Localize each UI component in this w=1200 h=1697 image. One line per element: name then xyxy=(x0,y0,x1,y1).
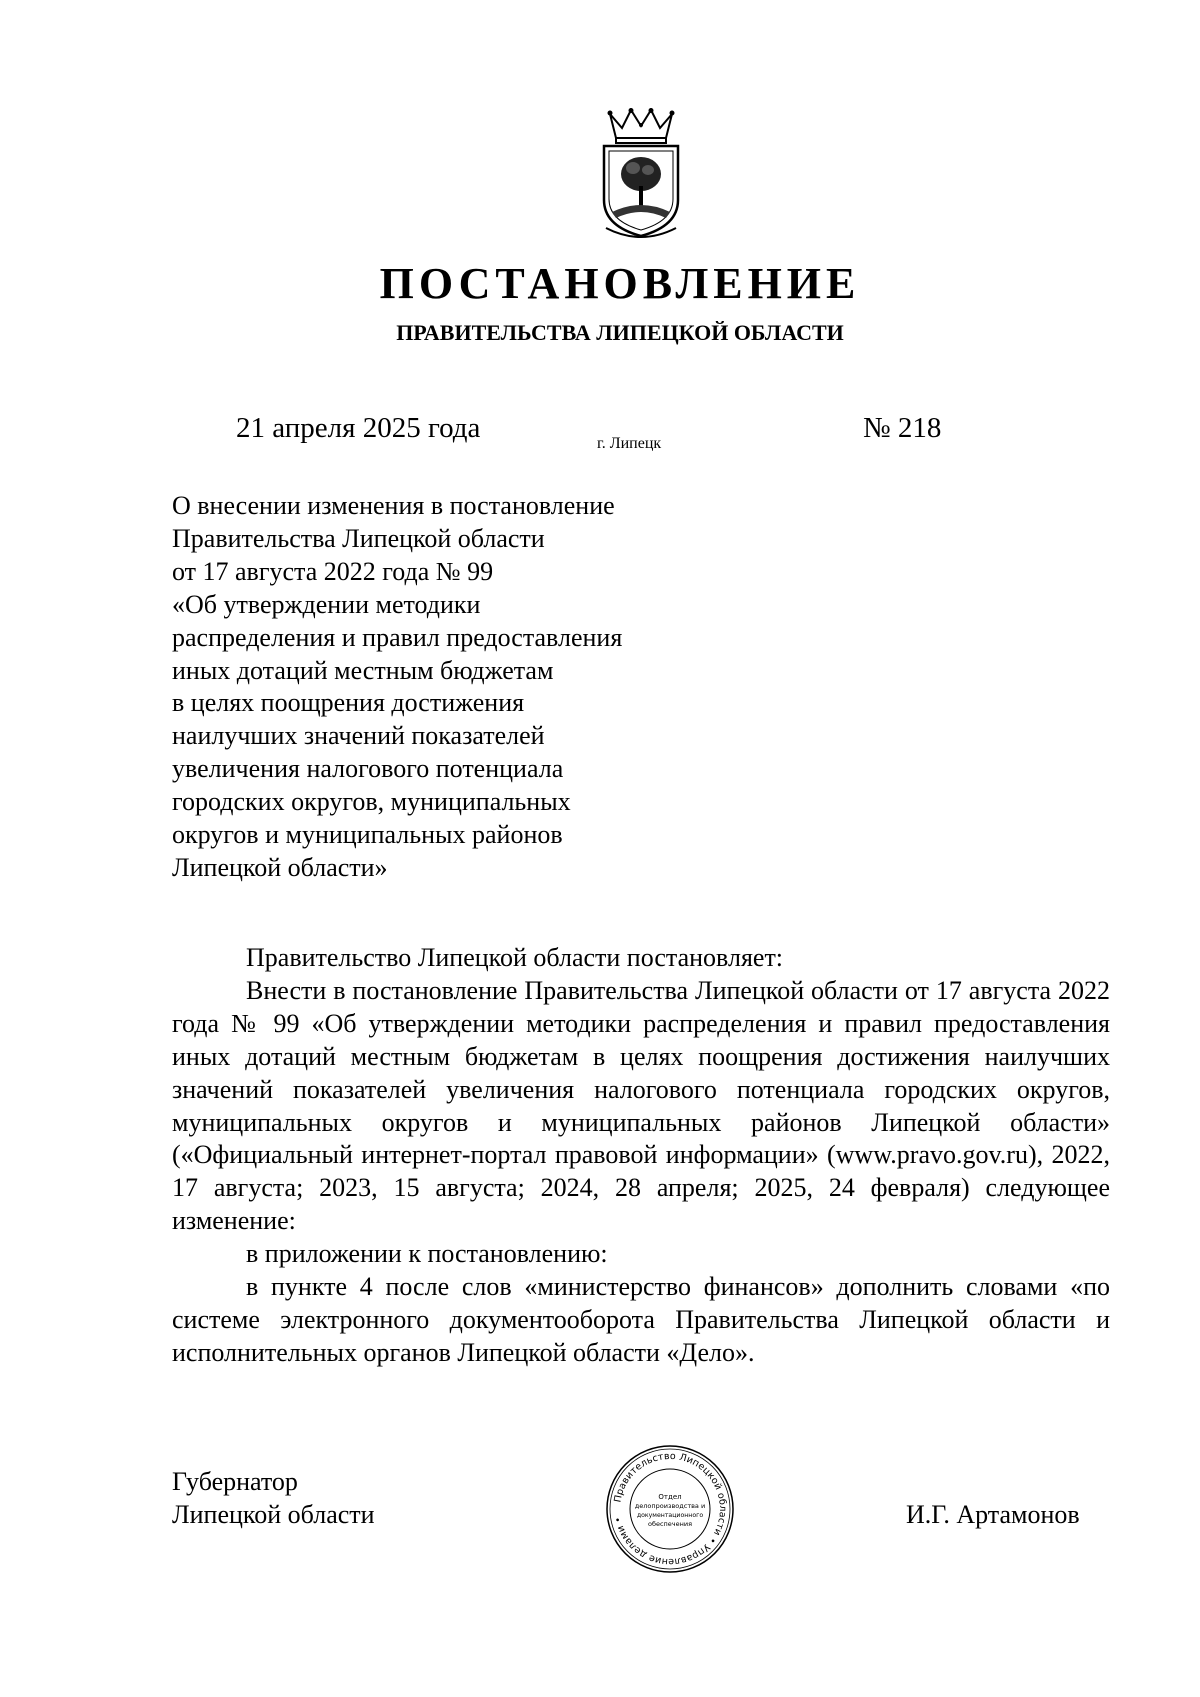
svg-text:документационного: документационного xyxy=(636,1512,704,1519)
document-number: № 218 xyxy=(863,412,942,444)
document-body xyxy=(172,942,1110,1370)
svg-text:делопроизводства и: делопроизводства и xyxy=(634,1502,706,1510)
svg-text:Правительство Липецкой области: Правительство Липецкой области • Управление делами • xyxy=(612,1450,729,1568)
official-stamp xyxy=(604,1443,736,1575)
signatory-name: И.Г. Артамонов xyxy=(906,1500,1080,1529)
document-type-title: ПОСТАНОВЛЕНИЕ xyxy=(379,259,861,308)
svg-text:Отдел: Отдел xyxy=(658,1493,682,1501)
document-city: г. Липецк xyxy=(597,435,662,452)
document-subject: О внесении изменения в постановление Правительства Липецкой области от 17 августа 2022 года № 99 «Об утверждении методики распределения и правил предоставления иных дотаций местным бюджетам в целях поощрения достижения наилучших значений показателей увеличения налогового потенциала городских округов, муниципальных округов и муниципальных районов Липецкой области» xyxy=(172,491,623,882)
svg-text:обеспечения: обеспечения xyxy=(647,1520,693,1528)
document-date: 21 апреля 2025 года xyxy=(236,412,481,444)
body-paragraph-4: в пункте 4 после слов «министерство финансов» дополнить словами «по системе электронного документооборота Правительства Липецкой области и исполнительных органов Липецкой области «Дело». xyxy=(172,1272,1110,1367)
coat-of-arms-emblem xyxy=(596,108,686,242)
body-paragraph-1: Правительство Липецкой области постановляет: xyxy=(246,943,784,972)
body-paragraph-2: Внести в постановление Правительства Липецкой области от 17 августа 2022 года № 99 «Об утверждении методики распределения и правил предоставления иных дотаций местным бюджетам в целях поощрения достижения наилучших значений показателей увеличения налогового потенциала городских округов, муниципальных округов и муниципальных районов Липецкой области» («Официальный интернет-портал правовой информации» (www.pravo.gov.ru), 2022, 17 августа; 2023, 15 августа; 2024, 28 апреля; 2025, 24 февраля) следующее изменение: xyxy=(172,975,1110,1236)
body-paragraph-3: в приложении к постановлению: xyxy=(246,1239,608,1269)
issuing-authority: ПРАВИТЕЛЬСТВА ЛИПЕЦКОЙ ОБЛАСТИ xyxy=(396,320,844,345)
signatory-title: Губернатор Липецкой области xyxy=(172,1467,375,1529)
